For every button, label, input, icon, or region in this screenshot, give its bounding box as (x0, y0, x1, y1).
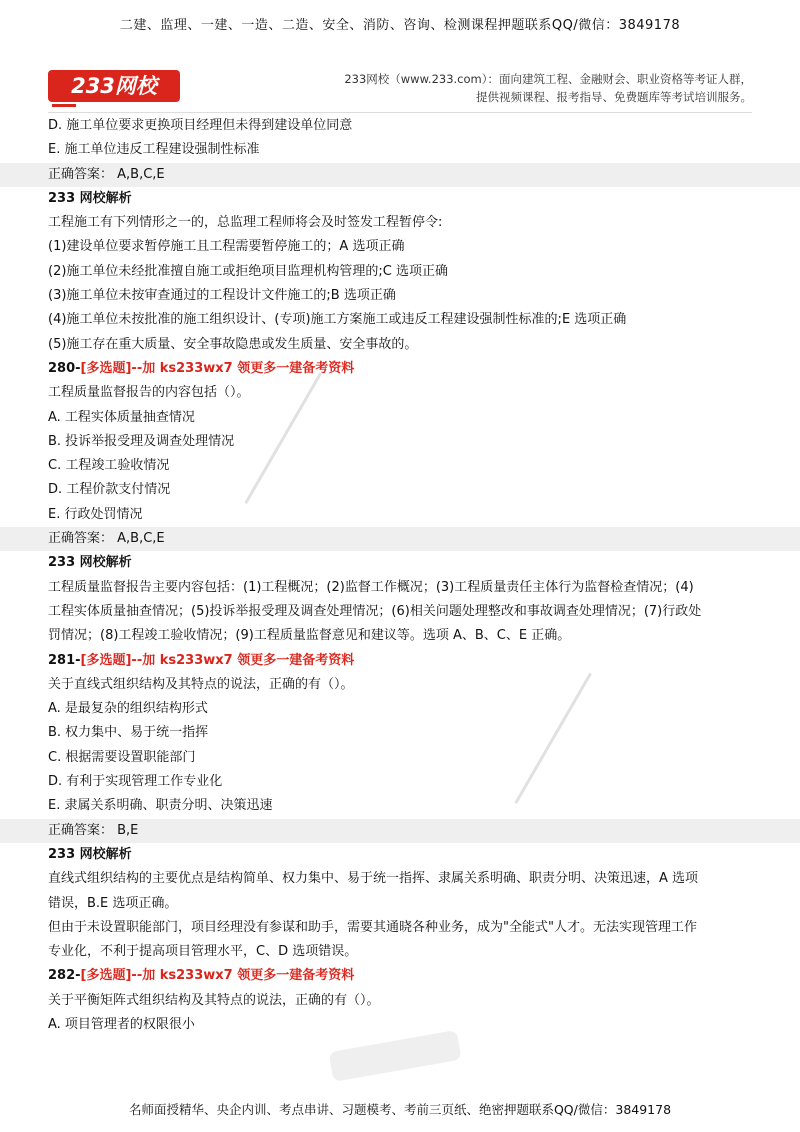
q279-analysis-line: (3)施工单位未按审查通过的工程设计文件施工的;B 选项正确 (48, 288, 396, 304)
q280-option-a: A. 工程实体质量抽查情况 (48, 409, 195, 425)
q281-option-a: A. 是最复杂的组织结构形式 (48, 701, 208, 717)
q280-header (48, 357, 752, 381)
q280-analysis-line: 工程实体质量抽查情况；(5)投诉举报受理及调查处理情况；(6)相关问题处理整改和事故调查处理情况；(7)行政处 (48, 603, 702, 619)
document-content (48, 114, 752, 1037)
q279-analysis-line: (5)施工存在重大质量、安全事故隐患或发生质量、安全事故的。 (48, 336, 418, 352)
header-divider (48, 112, 752, 113)
q279-analysis-line: (4)施工单位未按批准的施工组织设计、(专项)施工方案施工或违反工程建设强制性标准的;E 选项正确 (48, 312, 627, 328)
q281-answer: 正确答案： B,E (0, 819, 800, 843)
q280-number: 280- (48, 360, 81, 376)
q281-analysis-line: 错误，B.E 选项正确。 (48, 895, 178, 911)
q280-analysis-line: 工程质量监督报告主要内容包括：(1)工程概况；(2)监督工作概况；(3)工程质量责任主体行为监督检查情况；(4) (48, 579, 694, 595)
q279-option-d: D. 施工单位要求更换项目经理但未得到建设单位同意 (48, 118, 353, 133)
q279-option-e: E. 施工单位违反工程建设强制性标准 (48, 142, 260, 158)
top-banner: 二建、监理、一建、一造、二造、安全、消防、咨询、检测课程押题联系QQ/微信：3849178 (119, 18, 681, 33)
q280-analysis-line: 罚情况；(8)工程竣工验收情况；(9)工程质量监督意见和建议等。选项 A、B、C、E 正确。 (48, 628, 571, 644)
q279-analysis-line: (2)施工单位未经批准擅自施工或拒绝项目监理机构管理的;C 选项正确 (48, 263, 449, 279)
q280-answer: 正确答案： A,B,C,E (0, 527, 800, 551)
header-description (282, 70, 752, 106)
header-desc-line1: 233网校（www.233.com）：面向建筑工程、金融财会、职业资格等考证人群， (344, 72, 752, 86)
q281-tag: [多选题]--加 ks233wx7 领更多一建备考资料 (80, 652, 355, 668)
q281-option-d: D. 有利于实现管理工作专业化 (48, 774, 223, 790)
q281-number: 281- (48, 652, 81, 668)
q281-analysis-line: 专业化，不利于提高项目管理水平，C、D 选项错误。 (48, 944, 358, 960)
footer-banner: 名师面授精华、央企内训、考点串讲、习题模考、考前三页纸、绝密押题联系QQ/微信：3849178 (128, 1102, 672, 1117)
q279-analysis-line: (1)建设单位要求暂停施工且工程需要暂停施工的；A 选项正确 (48, 239, 405, 255)
header-desc-line2: 提供视频课程、报考指导、免费题库等考试培训服务。 (476, 90, 752, 104)
q282-stem: 关于平衡矩阵式组织结构及其特点的说法，正确的有（）。 (48, 992, 380, 1008)
q280-option-c: C. 工程竣工验收情况 (48, 458, 170, 474)
q280-analysis-title: 233 网校解析 (48, 555, 132, 571)
q280-tag: [多选题]--加 ks233wx7 领更多一建备考资料 (80, 360, 355, 376)
logo-underline (52, 104, 76, 107)
q281-stem: 关于直线式组织结构及其特点的说法，正确的有（）。 (48, 676, 354, 692)
q279-answer: 正确答案： A,B,C,E (0, 163, 800, 187)
q281-header (48, 649, 752, 673)
q282-number: 282- (48, 968, 81, 984)
site-logo: 233网校 (48, 70, 180, 102)
q282-tag: [多选题]--加 ks233wx7 领更多一建备考资料 (80, 968, 355, 984)
q280-option-e: E. 行政处罚情况 (48, 506, 143, 522)
q281-analysis-line: 直线式组织结构的主要优点是结构简单、权力集中、易于统一指挥、隶属关系明确、职责分明、决策迅速，A 选项 (48, 871, 699, 887)
q280-stem: 工程质量监督报告的内容包括（）。 (48, 385, 250, 401)
q281-option-e: E. 隶属关系明确、职责分明、决策迅速 (48, 798, 273, 814)
q279-analysis-line: 工程施工有下列情形之一的，总监理工程师将会及时签发工程暂停令: (48, 215, 443, 231)
q279-analysis-title: 233 网校解析 (48, 190, 132, 206)
q281-option-b: B. 权力集中、易于统一指挥 (48, 725, 209, 741)
q281-analysis-line: 但由于未设置职能部门，项目经理没有参谋和助手，需要其通晓各种业务，成为"全能式"人才。无法实现管理工作 (48, 919, 697, 935)
q282-header (48, 964, 752, 988)
q280-option-d: D. 工程价款支付情况 (48, 482, 171, 498)
q280-option-b: B. 投诉举报受理及调查处理情况 (48, 433, 235, 449)
q281-analysis-title: 233 网校解析 (48, 846, 132, 862)
q281-option-c: C. 根据需要设置职能部门 (48, 749, 196, 765)
q282-option-a: A. 项目管理者的权限很小 (48, 1016, 195, 1032)
